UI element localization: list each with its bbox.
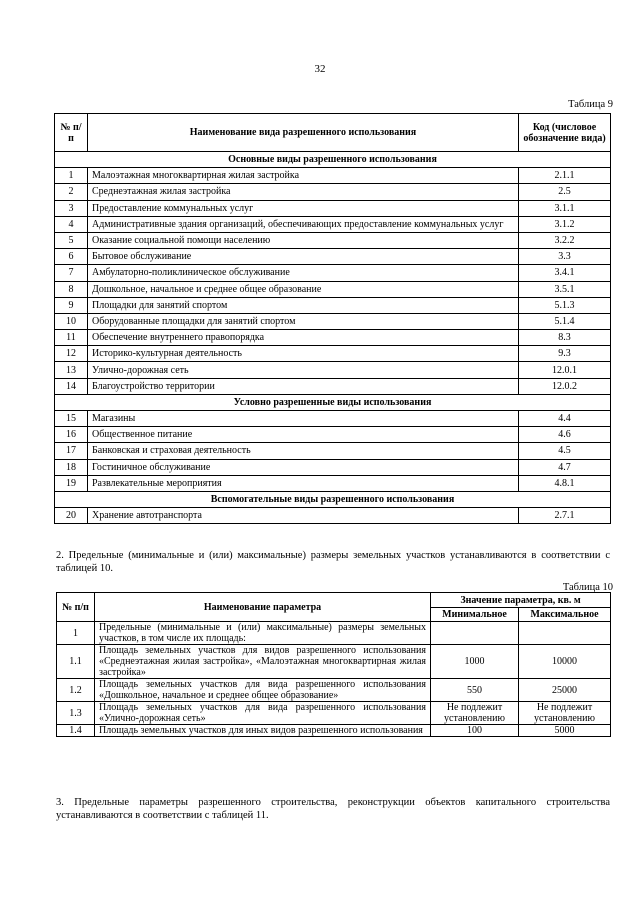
- table-10-body: [57, 622, 611, 737]
- table-row: [55, 249, 611, 265]
- table-row: [55, 443, 611, 459]
- table-row: [55, 378, 611, 394]
- table-row: [55, 330, 611, 346]
- row-number: 1.2: [57, 679, 95, 702]
- row-number: 7: [55, 265, 88, 281]
- row-number: 9: [55, 297, 88, 313]
- row-code: 5.1.4: [519, 313, 611, 329]
- table-row: [55, 362, 611, 378]
- table-9-caption: Таблица 9: [568, 99, 613, 110]
- row-code: 9.3: [519, 346, 611, 362]
- table-row: [55, 459, 611, 475]
- header-num: № п/п: [57, 593, 95, 622]
- row-max: 25000: [519, 679, 611, 702]
- row-number: 8: [55, 281, 88, 297]
- table-9: [54, 113, 611, 524]
- row-name: Историко-культурная деятельность: [88, 346, 519, 362]
- row-min: Не подлежит установлению: [431, 702, 519, 725]
- row-code: 4.6: [519, 427, 611, 443]
- row-name: Бытовое обслуживание: [88, 249, 519, 265]
- row-number: 1.3: [57, 702, 95, 725]
- row-code: 4.8.1: [519, 475, 611, 491]
- row-number: 1: [55, 168, 88, 184]
- row-name: Площадки для занятий спортом: [88, 297, 519, 313]
- row-code: 3.1.1: [519, 200, 611, 216]
- row-name: Среднеэтажная жилая застройка: [88, 184, 519, 200]
- section-row: [55, 491, 611, 507]
- section-title: Основные виды разрешенного использования: [55, 152, 611, 168]
- header-value: Значение параметра, кв. м: [431, 593, 611, 608]
- row-number: 17: [55, 443, 88, 459]
- table-row: [55, 216, 611, 232]
- table-row: [55, 508, 611, 524]
- row-min: 100: [431, 725, 519, 737]
- paragraph-3: 3. Предельные параметры разрешенного строительства, реконструкции объектов капитального строительства устанавливаются в соответствии с таблицей 11.: [56, 797, 610, 821]
- row-max: Не подлежит установлению: [519, 702, 611, 725]
- table-row: [55, 184, 611, 200]
- table-row: [55, 346, 611, 362]
- row-min: 550: [431, 679, 519, 702]
- row-name: Улично-дорожная сеть: [88, 362, 519, 378]
- row-code: 12.0.1: [519, 362, 611, 378]
- row-number: 10: [55, 313, 88, 329]
- section-row: [55, 152, 611, 168]
- row-parameter: Предельные (минимальные и (или) максимальные) размеры земельных участков, в том числе их площадь:: [95, 622, 431, 645]
- row-name: Благоустройство территории: [88, 378, 519, 394]
- table-row: [55, 411, 611, 427]
- row-number: 15: [55, 411, 88, 427]
- row-min: [431, 622, 519, 645]
- row-code: 2.5: [519, 184, 611, 200]
- header-num: № п/п: [55, 114, 88, 152]
- row-code: 2.7.1: [519, 508, 611, 524]
- header-min: Минимальное: [431, 608, 519, 622]
- section-row: [55, 394, 611, 410]
- table-row: [55, 168, 611, 184]
- row-code: 3.3: [519, 249, 611, 265]
- table-row: [55, 297, 611, 313]
- table-row: [55, 281, 611, 297]
- row-number: 13: [55, 362, 88, 378]
- row-code: 4.4: [519, 411, 611, 427]
- row-name: Банковская и страховая деятельность: [88, 443, 519, 459]
- row-name: Развлекательные мероприятия: [88, 475, 519, 491]
- row-number: 14: [55, 378, 88, 394]
- row-parameter: Площадь земельных участков для видов разрешенного использования «Среднеэтажная жилая застройка», «Малоэтажная многоквартирная жилая застройка»: [95, 645, 431, 679]
- table-row: [57, 679, 611, 702]
- table-row: [55, 232, 611, 248]
- table-9-body: [55, 152, 611, 524]
- table-row: [55, 475, 611, 491]
- row-code: 4.7: [519, 459, 611, 475]
- header-max: Максимальное: [519, 608, 611, 622]
- row-number: 19: [55, 475, 88, 491]
- header-parameter: Наименование параметра: [95, 593, 431, 622]
- row-parameter: Площадь земельных участков для иных видов разрешенного использования: [95, 725, 431, 737]
- table-row: [55, 265, 611, 281]
- row-parameter: Площадь земельных участков для вида разрешенного использования «Улично-дорожная сеть»: [95, 702, 431, 725]
- row-code: 3.4.1: [519, 265, 611, 281]
- row-number: 4: [55, 216, 88, 232]
- row-name: Гостиничное обслуживание: [88, 459, 519, 475]
- row-max: [519, 622, 611, 645]
- row-number: 1: [57, 622, 95, 645]
- table-row: [57, 725, 611, 737]
- row-name: Хранение автотранспорта: [88, 508, 519, 524]
- row-max: 10000: [519, 645, 611, 679]
- table-row: [55, 313, 611, 329]
- row-number: 6: [55, 249, 88, 265]
- table-row: [57, 702, 611, 725]
- row-name: Амбулаторно-поликлиническое обслуживание: [88, 265, 519, 281]
- row-code: 4.5: [519, 443, 611, 459]
- table-row: [57, 645, 611, 679]
- row-number: 18: [55, 459, 88, 475]
- row-code: 3.5.1: [519, 281, 611, 297]
- paragraph-2: 2. Предельные (минимальные и (или) максимальные) размеры земельных участков устанавливаются в соответствии с таблицей 10.: [56, 550, 610, 574]
- row-number: 3: [55, 200, 88, 216]
- table-row: [57, 622, 611, 645]
- table-10-caption: Таблица 10: [562, 582, 613, 593]
- row-number: 5: [55, 232, 88, 248]
- row-number: 12: [55, 346, 88, 362]
- row-number: 11: [55, 330, 88, 346]
- header-code: Код (числовое обозначение вида): [519, 114, 611, 152]
- row-number: 20: [55, 508, 88, 524]
- row-number: 1.1: [57, 645, 95, 679]
- table-10: [56, 592, 611, 737]
- row-name: Оказание социальной помощи населению: [88, 232, 519, 248]
- row-code: 2.1.1: [519, 168, 611, 184]
- row-name: Обеспечение внутреннего правопорядка: [88, 330, 519, 346]
- row-min: 1000: [431, 645, 519, 679]
- row-code: 3.2.2: [519, 232, 611, 248]
- page-number: 32: [314, 63, 326, 75]
- row-number: 2: [55, 184, 88, 200]
- row-code: 3.1.2: [519, 216, 611, 232]
- row-name: Малоэтажная многоквартирная жилая застройка: [88, 168, 519, 184]
- row-code: 12.0.2: [519, 378, 611, 394]
- row-name: Предоставление коммунальных услуг: [88, 200, 519, 216]
- section-title: Условно разрешенные виды использования: [55, 394, 611, 410]
- header-name: Наименование вида разрешенного использования: [88, 114, 519, 152]
- row-number: 1.4: [57, 725, 95, 737]
- row-name: Административные здания организаций, обеспечивающих предоставление коммунальных услуг: [88, 216, 519, 232]
- table-row: [55, 200, 611, 216]
- table-row: [55, 427, 611, 443]
- row-number: 16: [55, 427, 88, 443]
- row-name: Дошкольное, начальное и среднее общее образование: [88, 281, 519, 297]
- row-name: Оборудованные площадки для занятий спортом: [88, 313, 519, 329]
- row-max: 5000: [519, 725, 611, 737]
- row-code: 8.3: [519, 330, 611, 346]
- row-parameter: Площадь земельных участков для вида разрешенного использования «Дошкольное, начальное и среднее общее образование»: [95, 679, 431, 702]
- row-name: Магазины: [88, 411, 519, 427]
- row-name: Общественное питание: [88, 427, 519, 443]
- row-code: 5.1.3: [519, 297, 611, 313]
- section-title: Вспомогательные виды разрешенного использования: [55, 491, 611, 507]
